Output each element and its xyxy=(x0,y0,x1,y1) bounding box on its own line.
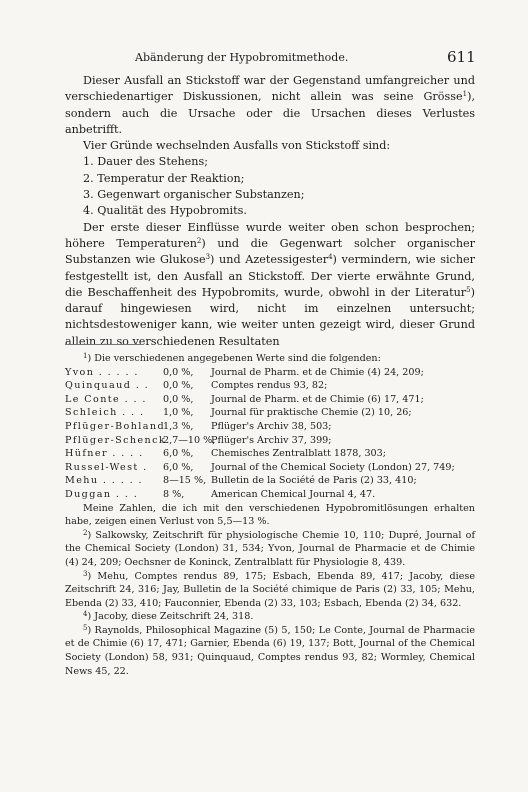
table-value: 2,7—10 %, xyxy=(163,434,216,446)
footnote-ref-1: 1 xyxy=(462,90,468,99)
footnote-4-text: ) Jacoby, diese Zeitschrift 24, 318. xyxy=(87,611,254,623)
page-header xyxy=(0,43,528,69)
paragraph-3 xyxy=(65,220,475,350)
values-table xyxy=(65,366,475,502)
footnote-ref-2: 2 xyxy=(196,236,202,245)
table-reference: Bulletin de la Société de Paris (2) 33, 410; xyxy=(211,475,417,487)
footnote-1-intro: ) Die verschiedenen angegebenen Werte sind die folgenden: xyxy=(87,353,381,364)
table-row xyxy=(65,488,475,502)
table-author: Le Conte . . . xyxy=(65,393,147,405)
table-author: Russel-West . xyxy=(65,461,148,473)
footnotes xyxy=(65,352,475,678)
table-author: Hüfner . . . . xyxy=(65,448,144,460)
footnote-ref-5: 5 xyxy=(466,285,471,294)
table-reference: American Chemical Journal 4, 47. xyxy=(211,488,376,500)
table-reference: Journal of the Chemical Society (London) 27, 749; xyxy=(211,461,455,473)
footnote-ref-3: 3 xyxy=(205,253,211,262)
body-text xyxy=(65,73,475,350)
footnote-5 xyxy=(65,624,475,678)
table-row xyxy=(65,447,475,461)
paragraph-1-text: Dieser Ausfall an Stickstoff war der Gegenstand umfangreicher und verschiedenartiger Diskussionen, nicht allein was seine Grösse xyxy=(65,74,475,104)
footnote-2-number: 2 xyxy=(83,528,88,537)
footnote-1-continuation: Meine Zahlen, die ich mit den verschiedenen Hypobromitlösungen erhalten habe, zeigen einen Verlust von 5,5—13 %. xyxy=(65,502,475,528)
footnote-3-number: 3 xyxy=(83,569,88,578)
table-row xyxy=(65,393,475,407)
footnote-divider xyxy=(65,344,141,345)
table-author: Schleich . . . xyxy=(65,407,145,419)
table-value: 8—15 %, xyxy=(163,475,207,487)
table-value: 0,0 %, xyxy=(163,380,194,392)
table-value: 8 %, xyxy=(163,488,185,500)
table-value: 0,0 %, xyxy=(163,393,194,405)
footnote-1 xyxy=(65,352,475,366)
table-value: 6,0 %, xyxy=(163,461,194,473)
table-row xyxy=(65,461,475,475)
footnote-2 xyxy=(65,529,475,570)
table-row xyxy=(65,474,475,488)
table-reference: Comptes rendus 93, 82; xyxy=(211,380,328,392)
footnote-4-number: 4 xyxy=(83,610,88,619)
footnote-ref-4: 4 xyxy=(328,253,333,262)
paragraph-1-text-cont: ), sondern auch die Ursache oder die Ursachen dieses Verlustes anbetrifft. xyxy=(65,90,475,136)
footnote-5-number: 5 xyxy=(83,623,88,632)
list-item: 3. Gegenwart organischer Substanzen; xyxy=(83,188,305,202)
paragraph-3-text-d: ) vermindern, wie sicher festgestellt ist, den Ausfall an Stickstoff. Der vierte erwähnte Grund, die Beschaffenheit des Hypobromits, wurde, obwohl in der Literatur xyxy=(65,253,475,299)
table-author: Yvon . . . . . xyxy=(65,366,139,378)
table-row xyxy=(65,420,475,434)
paragraph-2: Vier Gründe wechselnden Ausfalls von Stickstoff sind: xyxy=(83,139,391,153)
footnote-5-text: ) Raynolds, Philosophical Magazine (5) 5, 150; Le Conte, Journal de Pharmacie et de Chimie (6) 17, 471; Garnier, Ebenda (6) 19, 137; Bott, Journal of the Chemical Society (London) 58, 931; Quinquaud, Comptes rendus 93, 82; Wormley, Chemical News 45, 22. xyxy=(65,624,475,677)
table-value: 0,0 %, xyxy=(163,366,194,378)
paragraph-1 xyxy=(65,73,475,138)
footnote-3 xyxy=(65,570,475,611)
footnote-2-text: ) Salkowsky, Zeitschrift für physiologische Chemie 10, 110; Dupré, Journal of the Chemical Society (London) 31, 534; Yvon, Journal de Pharmacie et de Chimie (4) 24, 209; Oechsner de Koninck, Zentralblatt für Physiologie 8, 439. xyxy=(65,529,475,568)
table-reference: Pflüger's Archiv 37, 399; xyxy=(211,434,332,446)
list-item: 1. Dauer des Stehens; xyxy=(83,155,209,169)
footnote-4 xyxy=(65,610,475,624)
table-author: Duggan . . . xyxy=(65,488,139,500)
table-author: Pflüger-Bohland xyxy=(65,420,166,432)
page-number: 611 xyxy=(447,48,476,66)
table-reference: Journal für praktische Chemie (2) 10, 26; xyxy=(211,407,412,419)
table-row xyxy=(65,406,475,420)
table-row xyxy=(65,434,475,448)
paragraph-3-text-c: ) und Azetessigester xyxy=(210,253,329,267)
paragraph-3-text-e: ) darauf hingewiesen wird, nicht im einzelnen untersucht; nichtsdestoweniger kann, wie weiter unten gezeigt wird, dieser Grund allein zu so verschiedenen Resultaten xyxy=(65,285,475,348)
table-reference: Journal de Pharm. et de Chimie (6) 17, 471; xyxy=(211,393,424,405)
table-author: Pflüger-Schenck xyxy=(65,434,167,446)
table-row xyxy=(65,366,475,380)
list-item: 4. Qualität des Hypobromits. xyxy=(83,204,247,218)
table-author: Mehu . . . . . xyxy=(65,475,143,487)
reasons-list xyxy=(65,154,475,219)
table-value: 6,0 %, xyxy=(163,448,194,460)
table-author: Quinquaud . . xyxy=(65,380,150,392)
table-value: 1,0 %, xyxy=(163,407,194,419)
list-item: 2. Temperatur der Reaktion; xyxy=(83,171,245,185)
table-reference: Chemisches Zentralblatt 1878, 303; xyxy=(211,448,386,460)
paragraph-3-text-a: Der erste dieser Einflüsse wurde weiter oben schon besprochen; höhere Temperaturen xyxy=(65,220,475,250)
footnote-1-number: 1 xyxy=(83,352,88,360)
table-row xyxy=(65,379,475,393)
table-reference: Pflüger's Archiv 38, 503; xyxy=(211,420,332,432)
table-value: 1,3 %, xyxy=(163,420,194,432)
paragraph-3-text-b: ) und die Gegenwart solcher organischer Substanzen wie Glukose xyxy=(65,236,475,267)
running-title: Abänderung der Hypobromitmethode. xyxy=(135,51,349,64)
table-reference: Journal de Pharm. et de Chimie (4) 24, 209; xyxy=(211,366,424,378)
footnote-3-text: ) Mehu, Comptes rendus 89, 175; Esbach, Ebenda 89, 417; Jacoby, diese Zeitschrift 24, 316; Jay, Bulletin de la Société chimique de Paris (2) 33, 105; Mehu, Ebenda (2) 33, 410; Fauconnier, Ebenda (2) 33, 103; Esbach, Ebenda (2) 34, 632. xyxy=(65,570,475,609)
